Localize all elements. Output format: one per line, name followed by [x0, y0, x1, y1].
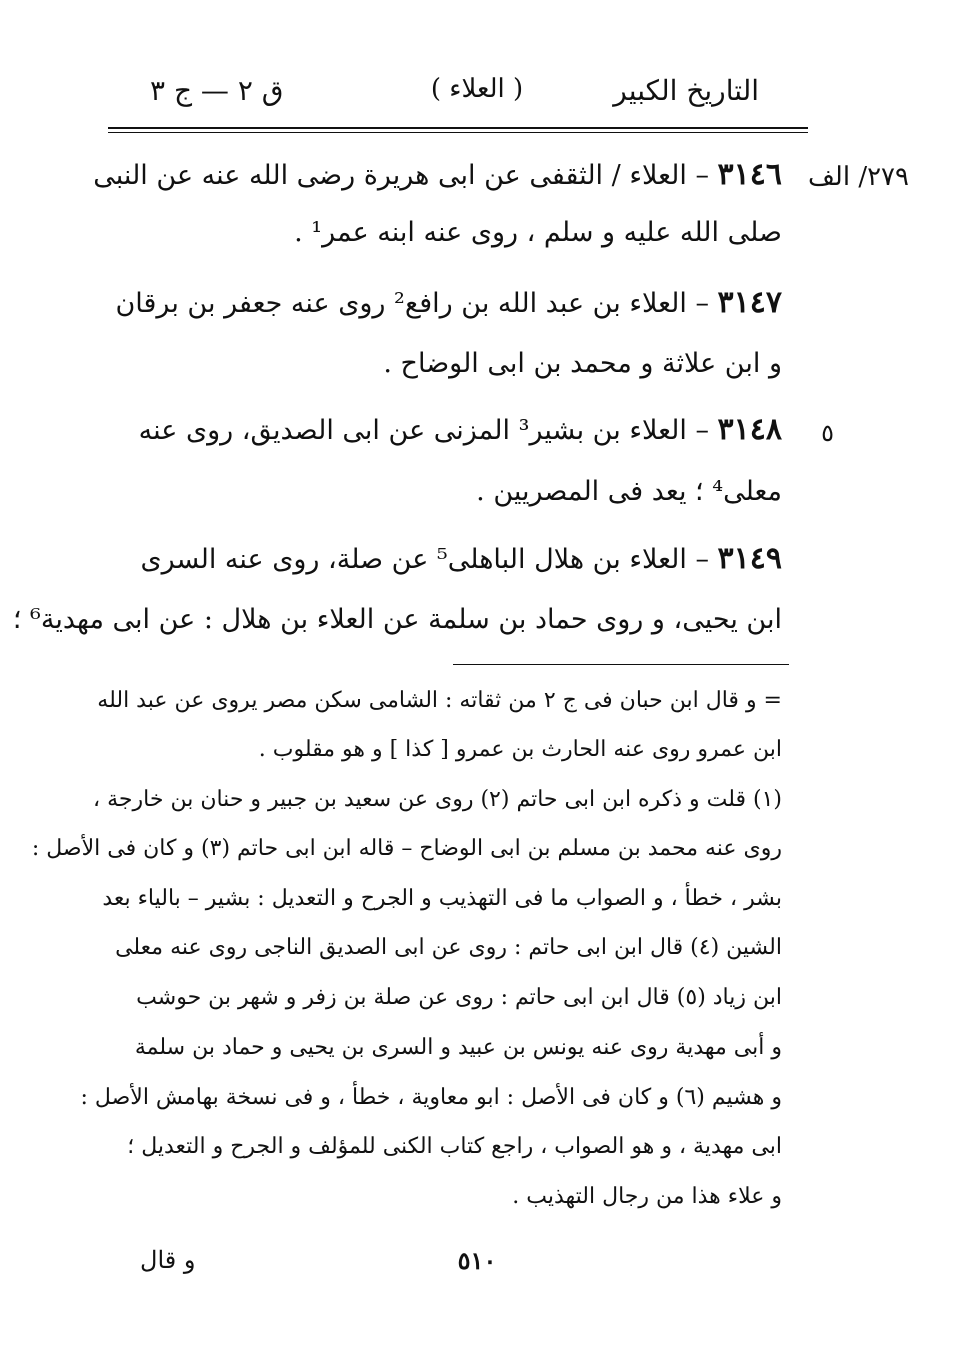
footnote-line: ابن زياد (٥) قال ابن ابى حاتم : روى عن صلة بن زفر و شهر بن حوشب: [136, 985, 782, 1010]
book-title: التاريخ الكبير: [613, 74, 759, 107]
entry-number: ٣١٤٨: [717, 412, 782, 447]
entry-text: – العلاء / الثقفى عن ابى هريرة رضى الله عنه عن النبى: [93, 160, 718, 191]
footnote-line: ابن عمرو روى عنه الحارث بن عمرو [ كذا ] و هو مقلوب .: [258, 737, 782, 762]
entry-number: ٣١٤٧: [717, 285, 782, 320]
header-rule-thin: [108, 132, 808, 133]
section-title: ( العلاء ): [430, 74, 524, 104]
header-rule: [108, 127, 808, 129]
page-number: ٥١٠: [457, 1246, 497, 1275]
entry-3147-line2: و ابن علاثة و محمد بن ابى الوضاح .: [383, 348, 782, 379]
entry-text: – العلاء بن هلال الباهلى⁵ عن صلة، روى عنه السرى: [140, 544, 718, 575]
entry-3149-line1: [141, 541, 783, 576]
footnote-line: الشين (٤) قال ابن ابى حاتم : روى عن ابى الصديق الناجى روى عنه معلى: [115, 935, 782, 960]
footnote-line: (١) قلت و ذكره ابن ابى حاتم (٢) روى عن سعيد بن جبير و حنان بن خارجة ،: [93, 787, 782, 812]
footnote-line: و علاء هذا من رجال التهذيب .: [512, 1184, 782, 1209]
footnote-line: = و قال ابن حبان فى ج ٢ من ثقاته : الشامى سكن مصر يروى عن عبد الله: [97, 688, 782, 713]
footnote-line: بشر ، خطأ ، و الصواب ما فى التهذيب و الجرح و التعديل : بشير – بالياء بعد: [102, 886, 782, 911]
part-volume-label: ق ٢ — ج ٣: [150, 74, 284, 107]
entry-number: ٣١٤٦: [717, 157, 782, 192]
footnote-line: روى عنه محمد بن مسلم بن ابى الوضاح – قاله ابن ابى حاتم (٣) و كان فى الأصل :: [31, 836, 782, 861]
entry-3149-line2: ابن يحيى، و روى حماد بن سلمة عن العلاء بن هلال : عن ابى مهدية⁶ ؛: [12, 604, 782, 635]
margin-folio-number: ٢٧٩/ الف: [808, 162, 909, 192]
margin-line-number: ٥: [821, 419, 834, 447]
catchword: و قال: [140, 1246, 196, 1274]
entry-3146-line2: صلى الله عليه و سلم ، روى عنه ابنه عمر¹ .: [294, 217, 782, 248]
footnote-line: و هشيم (٦) و كان فى الأصل : ابو معاوية ، خطأ ، و فى نسخة بهامش الأصل :: [80, 1085, 782, 1110]
footnote-line: ابى مهدية ، و هو الصواب ، راجع كتاب الكنى للمؤلف و الجرح و التعديل ؛: [127, 1134, 782, 1159]
footnote-line: و أبى مهدية روى عنه يونس بن عبيد و السرى بن يحيى و حماد بن سلمة: [134, 1035, 782, 1060]
entry-3146-line1: [93, 157, 782, 192]
footnote-rule: [453, 664, 789, 665]
entry-text: – العلاء بن عبد الله بن رافع² روى عنه جعفر بن برقان: [115, 288, 718, 319]
entry-3148-line2: معلى⁴ ؛ يعد فى المصريين .: [476, 476, 782, 507]
entry-number: ٣١٤٩: [717, 541, 782, 576]
entry-3148-line1: [139, 412, 782, 447]
entry-3147-line1: [115, 285, 782, 320]
entry-text: – العلاء بن بشير³ المزنى عن ابى الصديق، روى عنه: [138, 415, 718, 446]
